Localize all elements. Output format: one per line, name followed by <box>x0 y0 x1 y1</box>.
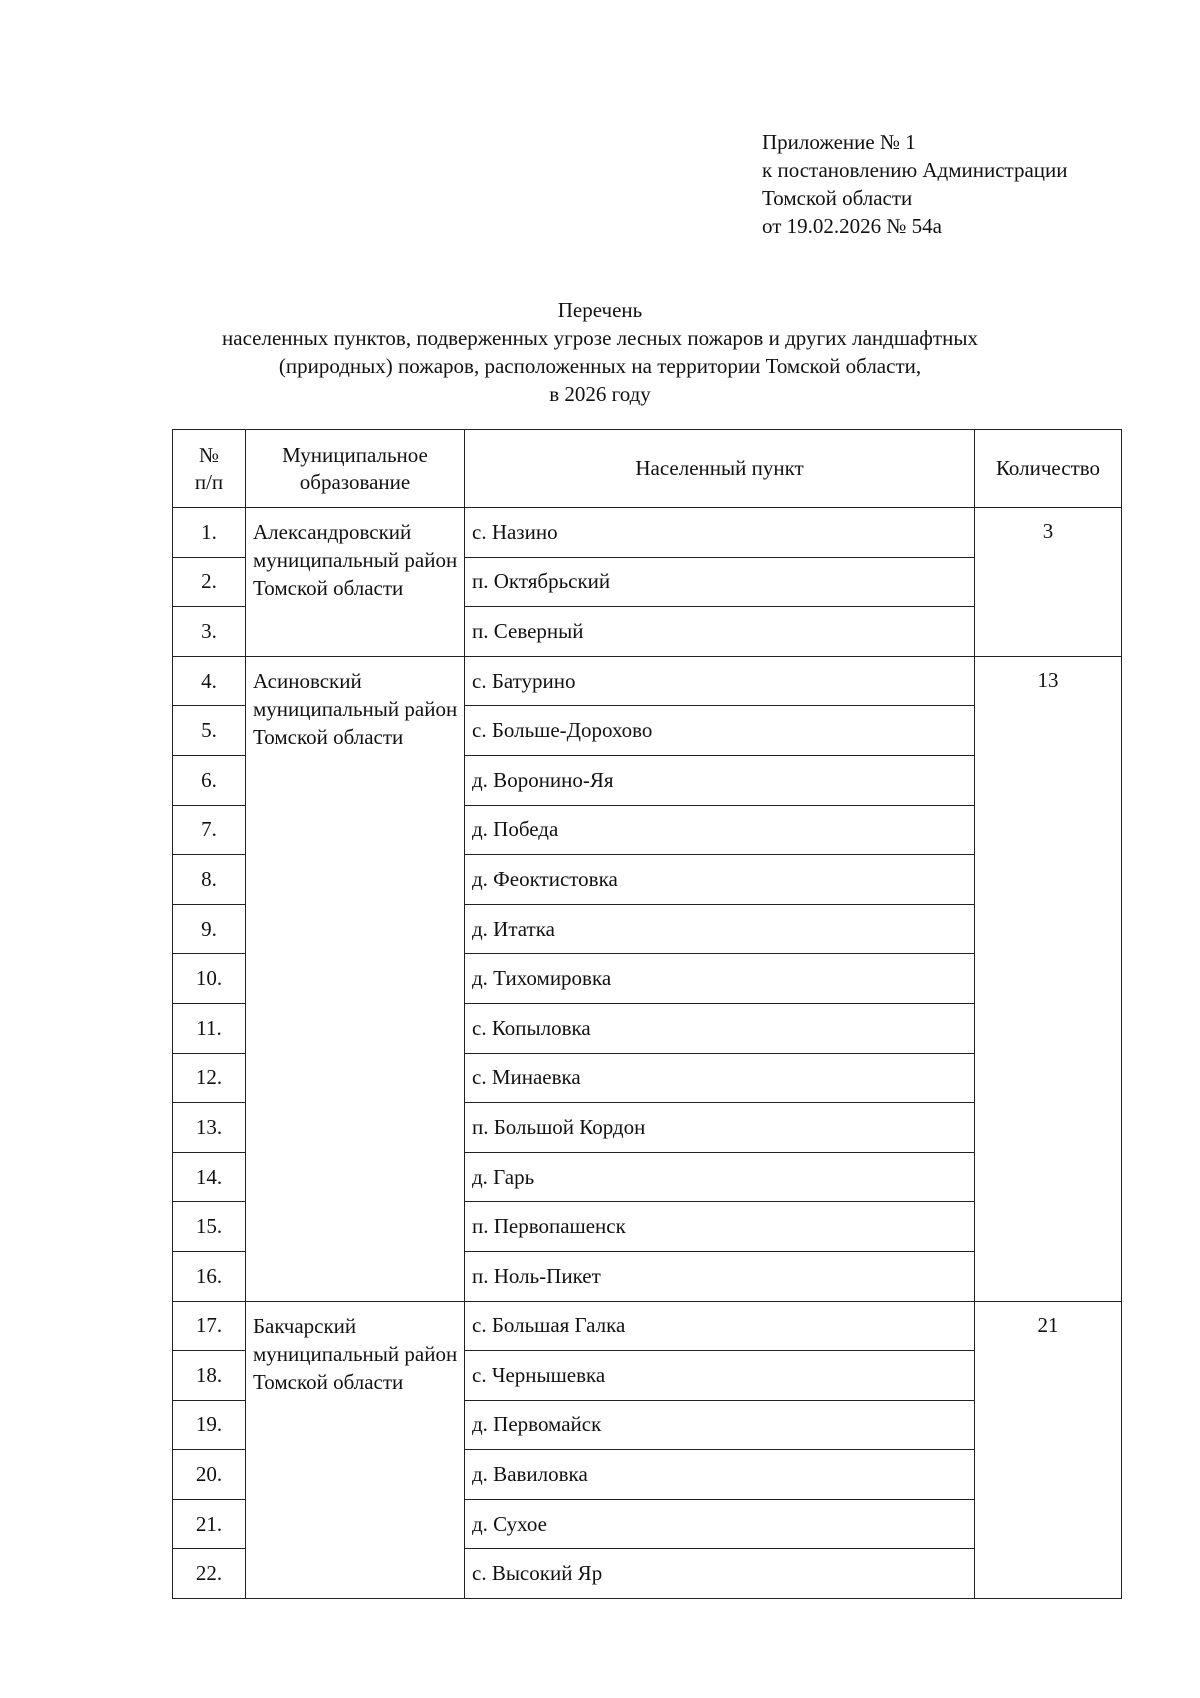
settlement-cell: д. Тихомировка <box>465 954 975 1004</box>
row-number: 22. <box>173 1549 246 1599</box>
row-number: 4. <box>173 656 246 706</box>
settlement-cell: д. Сухое <box>465 1499 975 1549</box>
settlement-cell: п. Первопашенск <box>465 1202 975 1252</box>
document-title <box>150 296 1050 408</box>
municipality-cell: Бакчарский муниципальный район Томской области <box>246 1301 465 1599</box>
row-number: 21. <box>173 1499 246 1549</box>
settlement-cell: д. Вавиловка <box>465 1450 975 1500</box>
header-number-line1: № <box>198 442 220 467</box>
row-number: 13. <box>173 1103 246 1153</box>
table-row <box>173 656 1122 706</box>
row-number: 16. <box>173 1251 246 1301</box>
row-number: 11. <box>173 1003 246 1053</box>
municipality-cell: Александровский муниципальный район Томской области <box>246 508 465 657</box>
title-line: (природных) пожаров, расположенных на территории Томской области, <box>278 354 922 378</box>
settlement-cell: п. Северный <box>465 607 975 657</box>
settlement-cell: д. Феоктистовка <box>465 855 975 905</box>
header-settlement: Населенный пункт <box>465 430 975 508</box>
settlement-cell: д. Воронино-Яя <box>465 755 975 805</box>
row-number: 9. <box>173 904 246 954</box>
settlement-cell: с. Назино <box>465 508 975 558</box>
header-municipality <box>246 430 465 508</box>
settlement-cell: с. Копыловка <box>465 1003 975 1053</box>
table-row <box>173 508 1122 558</box>
title-line: в 2026 году <box>549 382 651 406</box>
table-body <box>173 508 1122 1599</box>
header-municipality-line1: Муниципальное <box>282 442 428 467</box>
row-number: 18. <box>173 1351 246 1401</box>
table-header-row <box>173 430 1122 508</box>
table-row <box>173 1301 1122 1351</box>
settlement-cell: п. Октябрьский <box>465 557 975 607</box>
settlement-cell: с. Большая Галка <box>465 1301 975 1351</box>
row-number: 6. <box>173 755 246 805</box>
municipality-cell: Асиновский муниципальный район Томской области <box>246 656 465 1301</box>
row-number: 17. <box>173 1301 246 1351</box>
row-number: 15. <box>173 1202 246 1252</box>
title-line: населенных пунктов, подверженных угрозе лесных пожаров и других ландшафтных <box>222 326 978 350</box>
settlement-cell: с. Минаевка <box>465 1053 975 1103</box>
settlement-cell: с. Больше-Дорохово <box>465 706 975 756</box>
settlement-cell: с. Чернышевка <box>465 1351 975 1401</box>
row-number: 5. <box>173 706 246 756</box>
row-number: 20. <box>173 1450 246 1500</box>
row-number: 14. <box>173 1152 246 1202</box>
row-number: 10. <box>173 954 246 1004</box>
settlement-cell: д. Итатка <box>465 904 975 954</box>
row-number: 1. <box>173 508 246 558</box>
row-number: 7. <box>173 805 246 855</box>
settlement-cell: с. Высокий Яр <box>465 1549 975 1599</box>
title-line: Перечень <box>557 298 643 322</box>
quantity-cell: 3 <box>975 508 1122 657</box>
settlement-cell: п. Ноль-Пикет <box>465 1251 975 1301</box>
header-number-line2: п/п <box>194 469 224 494</box>
settlements-table <box>172 429 1122 1599</box>
quantity-cell: 13 <box>975 656 1122 1301</box>
settlement-cell: д. Гарь <box>465 1152 975 1202</box>
header-quantity: Количество <box>975 430 1122 508</box>
header-number <box>173 430 246 508</box>
settlement-cell: д. Первомайск <box>465 1400 975 1450</box>
settlement-cell: п. Большой Кордон <box>465 1103 975 1153</box>
appendix-block <box>762 128 1068 240</box>
appendix-line: к постановлению Администрации <box>762 158 1068 182</box>
row-number: 2. <box>173 557 246 607</box>
appendix-line: от 19.02.2026 № 54а <box>762 214 943 238</box>
quantity-cell: 21 <box>975 1301 1122 1599</box>
settlement-cell: с. Батурино <box>465 656 975 706</box>
header-municipality-line2: образование <box>299 469 411 494</box>
row-number: 19. <box>173 1400 246 1450</box>
row-number: 12. <box>173 1053 246 1103</box>
appendix-line: Приложение № 1 <box>762 130 916 154</box>
appendix-line: Томской области <box>762 186 913 210</box>
row-number: 3. <box>173 607 246 657</box>
settlement-cell: д. Победа <box>465 805 975 855</box>
row-number: 8. <box>173 855 246 905</box>
